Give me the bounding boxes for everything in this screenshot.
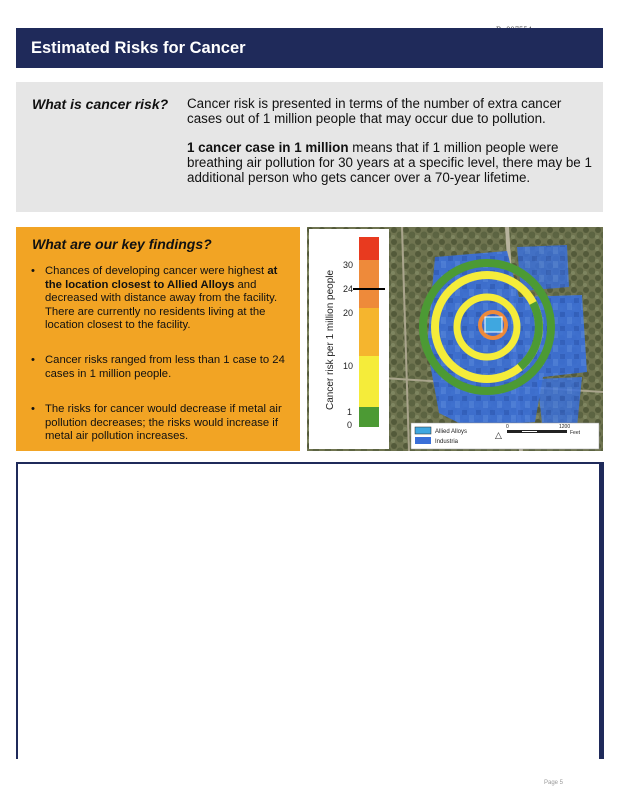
finding-item-risk-range: • Cancer risks ranged from less than 1 case to 24 cases in 1 million people. — [30, 354, 292, 381]
finding-item-risk-change: • The risks for cancer would decrease if metal air pollution decreases; the risks would increase if metal air pollution increases. — [30, 403, 292, 444]
industrial-area-north — [517, 245, 569, 291]
scale-tick-30: 30 — [343, 260, 354, 270]
finding-item-highest-risk — [30, 265, 292, 333]
scale-tick-0: 0 — [347, 420, 353, 430]
industrial-area-south — [537, 377, 582, 427]
scale-band-red — [359, 237, 379, 260]
risk-map-svg — [307, 227, 603, 451]
north-arrow-icon: △ — [495, 431, 502, 441]
example-emphasis: 1 cancer case in 1 million — [187, 140, 349, 155]
example-paragraph — [187, 140, 597, 185]
scale-tick-24: 24 — [343, 284, 354, 294]
finding-1-text-a: Chances of developing cancer were highest — [45, 265, 268, 277]
scale-tick-1: 1 — [347, 407, 353, 417]
map-legend — [411, 423, 599, 449]
legend-label-industrial: Industria — [435, 439, 459, 445]
scale-tick-10: 10 — [343, 361, 354, 371]
finding-1-emphasis: at the location closest to Allied Alloys — [45, 265, 278, 291]
finding-1-text-b: and decreased with distance away from the facility. There are currently no residents living at the location closest to the facility. — [45, 278, 278, 331]
scalebar-unit: Feet — [570, 430, 581, 436]
title-bar — [16, 28, 603, 68]
scale-band-green — [359, 407, 379, 427]
content-frame — [16, 462, 604, 759]
scale-tick-20: 20 — [343, 308, 354, 318]
facility-marker — [485, 317, 502, 332]
scalebar-start: 0 — [506, 424, 509, 430]
legend-swatch-facility — [415, 427, 431, 434]
scale-band-yellow — [359, 356, 379, 407]
scale-band-amber — [359, 308, 379, 356]
legend-swatch-industrial — [415, 437, 431, 444]
page-number: Page 5 — [544, 780, 564, 786]
scalebar-end: 1200 — [559, 424, 571, 430]
scale-band-orange — [359, 260, 379, 308]
legend-label-facility: Allied Alloys — [435, 429, 468, 435]
findings-heading: What are our key findings? — [32, 236, 212, 252]
scalebar-inner — [522, 431, 537, 432]
example-text: means that if 1 million people were breathing air pollution for 30 years at a specific level, there may be 1 additional person who gets cancer over a 70-year lifetime. — [187, 140, 592, 185]
what-is-cancer-risk-panel — [16, 82, 603, 212]
definition-paragraph: Cancer risk is presented in terms of the number of extra cancer cases out of 1 million people that may occur due to pollution. — [187, 96, 562, 126]
page-title: Estimated Risks for Cancer — [31, 39, 246, 57]
risk-map — [307, 227, 603, 451]
key-findings-panel — [16, 227, 300, 451]
scale-axis-label: Cancer risk per 1 million people — [325, 269, 336, 410]
what-is-question: What is cancer risk? — [32, 96, 169, 112]
